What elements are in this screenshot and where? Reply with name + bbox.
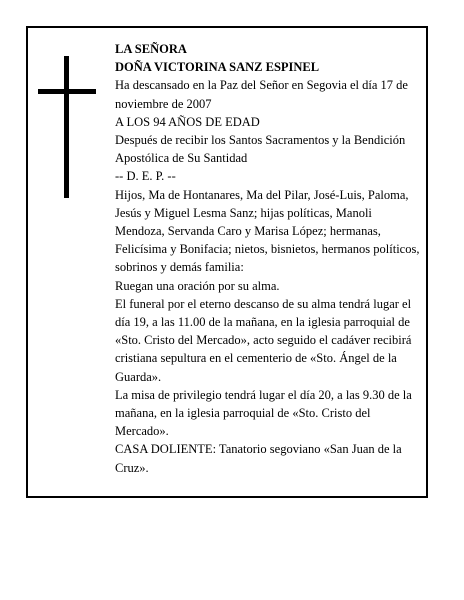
death-statement: Ha descansado en la Paz del Señor en Segovia el día 17 de noviembre de 2007 — [115, 78, 408, 111]
rip-line: -- D. E. P. -- — [115, 169, 176, 184]
mass-details: La misa de privilegio tendrá lugar el día 20, a las 9.30 de la mañana, en la iglesia parroquial de «Sto. Cristo del Mercado». — [115, 387, 412, 439]
prayer-request: Ruegan una oración por su alma. — [115, 278, 280, 293]
cross-icon — [38, 56, 96, 198]
obituary-notice — [26, 26, 428, 498]
sacraments-line: Después de recibir los Santos Sacramentos y la Bendición Apostólica de Su Santidad — [115, 133, 406, 166]
age-line: A LOS 94 AÑOS DE EDAD — [115, 114, 260, 129]
family-list: Hijos, Ma de Hontanares, Ma del Pilar, José-Luis, Paloma, Jesús y Miguel Lesma Sanz; hijas políticas, Manoli Mendoza, Servanda Caro y Marisa López; hermanas, Felicísima y Bonifacia; nietos, bisnietos, hermanos políticos, sobrinos y demás familia: — [115, 187, 420, 275]
funeral-details: El funeral por el eterno descanso de su alma tendrá lugar el día 19, a las 11.00 de la mañana, en la iglesia parroquial de «Sto. Cristo del Mercado», acto seguido el cadáver recibirá cristiana sepultura en el cementerio de «Sto. Ángel de la Guarda». — [115, 296, 412, 384]
cross-horizontal-bar — [38, 89, 96, 94]
deceased-name: DOÑA VICTORINA SANZ ESPINEL — [115, 60, 320, 75]
cross-vertical-bar — [64, 56, 69, 198]
notice-text — [115, 40, 424, 477]
notice-heading: LA SEÑORA — [115, 42, 187, 56]
mourning-house: CASA DOLIENTE: Tanatorio segoviano «San Juan de la Cruz». — [115, 442, 402, 475]
